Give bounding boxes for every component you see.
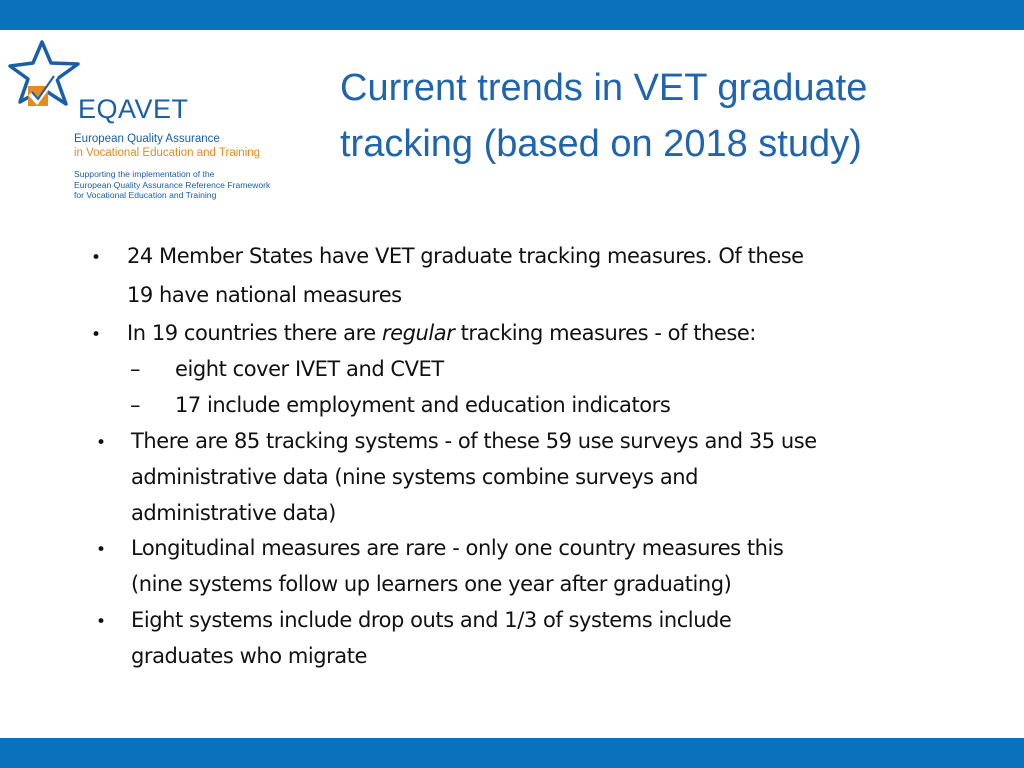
logo-tagline-line: European Quality Assurance Reference Framework bbox=[74, 179, 271, 190]
bullet-5-line2: graduates who migrate bbox=[131, 644, 367, 668]
bullet-2-text-before: In 19 countries there are bbox=[127, 321, 382, 345]
dash-marker: – bbox=[130, 393, 141, 417]
bullet-4-line2: (nine systems follow up learners one year after graduating) bbox=[131, 572, 732, 596]
bullet-2-emphasis: regular bbox=[382, 321, 455, 345]
bullet-1-line1: 24 Member States have VET graduate tracking measures. Of these bbox=[127, 244, 804, 268]
bullet-3-line2: administrative data (nine systems combine surveys and bbox=[131, 465, 699, 489]
eqavet-logo bbox=[6, 36, 296, 206]
bullet-1-line2: 19 have national measures bbox=[127, 283, 402, 307]
bullet-4-line1: Longitudinal measures are rare - only one country measures this bbox=[131, 536, 784, 560]
dash-marker: – bbox=[130, 357, 141, 381]
bullet-2-line1 bbox=[127, 321, 756, 345]
slide-title bbox=[340, 60, 980, 172]
slide-title-line1: Current trends in VET graduate bbox=[340, 67, 868, 109]
bullet-marker: • bbox=[96, 433, 106, 453]
logo-subtitle bbox=[74, 132, 260, 160]
top-banner-bar bbox=[0, 0, 1024, 30]
bullet-5-line1: Eight systems include drop outs and 1/3 of systems include bbox=[131, 608, 732, 632]
bullet-2-sub2: 17 include employment and education indicators bbox=[175, 393, 671, 417]
bullet-2-sub1: eight cover IVET and CVET bbox=[175, 357, 444, 381]
logo-wordmark: EQAVET bbox=[78, 94, 189, 124]
bottom-banner-bar bbox=[0, 738, 1024, 768]
bullet-marker: • bbox=[96, 612, 106, 632]
bullet-3-line1: There are 85 tracking systems - of these 59 use surveys and 35 use bbox=[131, 429, 817, 453]
bullet-marker: • bbox=[91, 325, 101, 345]
bullet-marker: • bbox=[91, 248, 101, 268]
logo-subtitle-line2: in Vocational Education and Training bbox=[74, 147, 261, 159]
logo-tagline-line: for Vocational Education and Training bbox=[74, 190, 217, 201]
logo-tagline bbox=[74, 169, 270, 201]
slide-title-line2: tracking (based on 2018 study) bbox=[340, 123, 862, 165]
star-checkmark-icon bbox=[6, 36, 86, 116]
bullet-2-text-after: tracking measures - of these: bbox=[454, 321, 756, 345]
bullet-3-line3: administrative data) bbox=[131, 501, 336, 525]
bullet-marker: • bbox=[96, 540, 106, 560]
logo-subtitle-line1: European Quality Assurance bbox=[74, 133, 220, 145]
logo-tagline-line: Supporting the implementation of the bbox=[74, 169, 215, 179]
